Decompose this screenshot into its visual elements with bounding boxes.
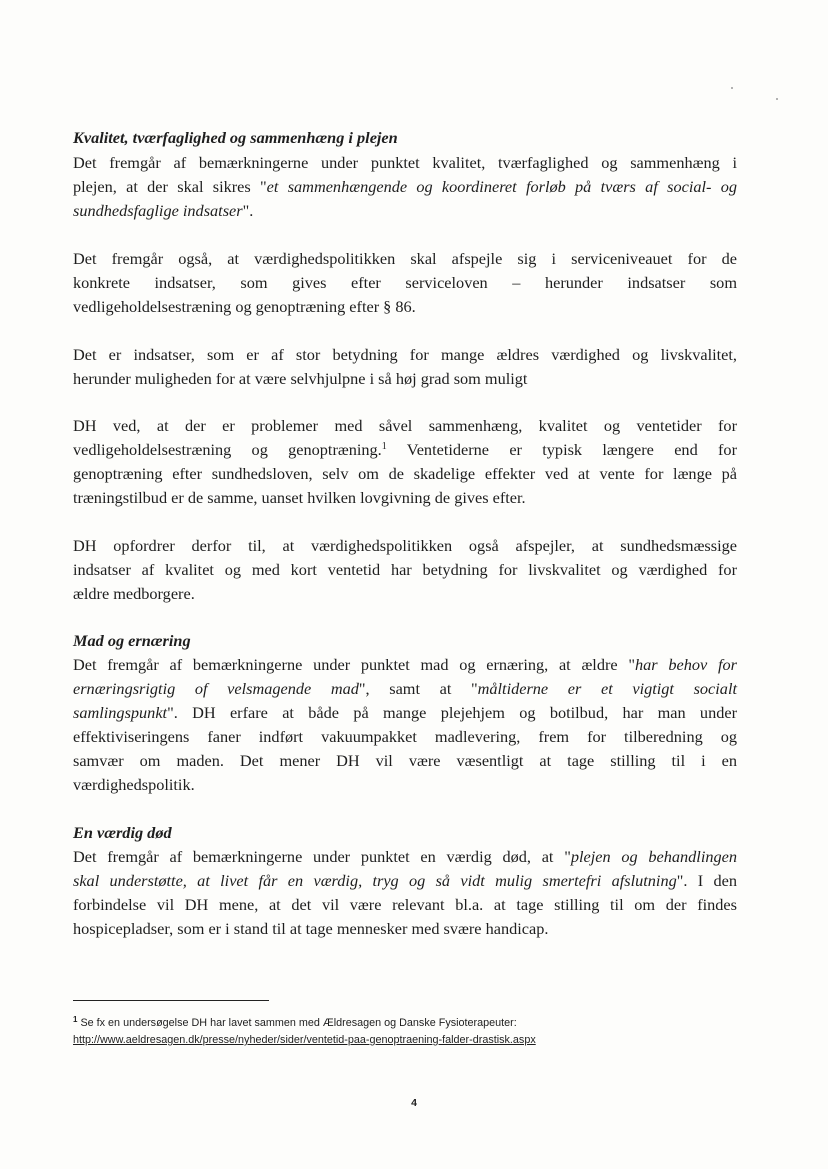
- text-line: indsatser af kvalitet og med kort ventetid har betydning for livskvalitet og værdighed for: [73, 560, 737, 579]
- text-line: effektiviseringens faner indført vakuumpakket madlevering, frem for tilberedning og: [73, 727, 737, 746]
- text-span: Det fremgår af bemærkningerne under punktet en værdig død, at ": [73, 847, 571, 866]
- footnote: [73, 1011, 713, 1049]
- paragraph: [73, 653, 737, 797]
- scan-speck: [731, 87, 733, 89]
- paragraph: [73, 414, 737, 510]
- paragraph: [73, 151, 737, 223]
- quote-text: måltiderne er et vigtigt socialt: [477, 679, 737, 698]
- text-line: [73, 438, 737, 462]
- section-heading-mad: Mad og ernæring: [73, 631, 191, 650]
- text-line: forbindelse vil DH mene, at det vil være relevant bl.a. at tage stilling til om der findes: [73, 895, 737, 914]
- quote-text: et sammenhængende og koordineret forløb på tværs af social- og: [266, 177, 737, 196]
- text-line: Det er indsatser, som er af stor betydning for mange ældres værdighed og livskvalitet,: [73, 345, 737, 364]
- paragraph: [73, 534, 737, 606]
- text-span: vedligeholdelsestræning og genoptræning.: [73, 440, 382, 459]
- text-line: samvær om maden. Det mener DH vil være væsentligt at tage stilling til i en: [73, 751, 737, 770]
- text-line: værdighedspolitik.: [73, 775, 195, 794]
- section-heading-doed: En værdig død: [73, 823, 172, 842]
- footnote-separator: [73, 1000, 269, 1001]
- text-line: DH opfordrer derfor til, at værdighedspolitikken også afspejler, at sundhedsmæssige: [73, 536, 737, 555]
- text-span: ".: [242, 201, 254, 220]
- text-span: Ventetiderne er typisk længere end for: [386, 440, 737, 459]
- text-span: plejen, at der skal sikres ": [73, 177, 267, 196]
- footnote-text-line: [73, 1011, 713, 1032]
- footnote-mark: 1: [73, 1015, 78, 1024]
- footnote-link-line: [73, 1032, 713, 1049]
- text-line: [73, 845, 737, 869]
- quote-text: samlingspunkt: [73, 703, 168, 722]
- text-line: konkrete indsatser, som gives efter serviceloven – herunder indsatser som: [73, 273, 737, 292]
- paragraph: [73, 845, 737, 941]
- text-line: Det fremgår også, at værdighedspolitikken skal afspejle sig i serviceniveauet for de: [73, 249, 737, 268]
- text-span: ". I den: [676, 871, 737, 890]
- text-line: [73, 653, 737, 677]
- quote-text: skal understøtte, at livet får en værdig, tryg og så vidt mulig smertefri afslutning: [73, 871, 677, 890]
- text-line: [73, 175, 737, 199]
- paragraph: [73, 343, 737, 391]
- text-line: vedligeholdelsestræning og genoptræning efter § 86.: [73, 297, 416, 316]
- section-heading-kvalitet: Kvalitet, tværfaglighed og sammenhæng i plejen: [73, 128, 398, 147]
- text-line: [73, 677, 737, 701]
- paragraph: [73, 247, 737, 319]
- footnote-reference[interactable]: 1: [381, 441, 387, 452]
- text-line: [73, 869, 737, 893]
- text-span: ". DH erfare at både på mange plejehjem og botilbud, har man under: [167, 703, 737, 722]
- quote-text: har behov for: [635, 655, 737, 674]
- quote-text: sundhedsfaglige indsatser: [73, 201, 243, 220]
- text-line: DH ved, at der er problemer med såvel sammenhæng, kvalitet og ventetider for: [73, 416, 737, 435]
- page-number: 4: [411, 1097, 417, 1109]
- footnote-link[interactable]: http://www.aeldresagen.dk/presse/nyheder/sider/ventetid-paa-genoptraening-falder-drastisk.aspx: [73, 1034, 536, 1046]
- text-line: [73, 701, 737, 725]
- footnote-text: Se fx en undersøgelse DH har lavet sammen med Ældresagen og Danske Fysioterapeuter:: [77, 1017, 517, 1029]
- text-line: hospicepladser, som er i stand til at tage mennesker med svære handicap.: [73, 919, 549, 938]
- text-span: Det fremgår af bemærkningerne under punktet mad og ernæring, at ældre ": [73, 655, 636, 674]
- scan-speck: [776, 98, 778, 100]
- text-line: herunder muligheden for at være selvhjulpne i så høj grad som muligt: [73, 369, 528, 388]
- text-line: [73, 199, 737, 223]
- quote-text: ernæringsrigtig of velsmagende mad: [73, 679, 359, 698]
- text-line: træningstilbud er de samme, uanset hvilken lovgivning de gives efter.: [73, 488, 526, 507]
- text-span: ", samt at ": [358, 679, 478, 698]
- quote-text: plejen og behandlingen: [570, 847, 738, 866]
- text-line: genoptræning efter sundhedsloven, selv om de skadelige effekter ved at vente for længe på: [73, 464, 737, 483]
- text-line: ældre medborgere.: [73, 584, 195, 603]
- text-line: Det fremgår af bemærkningerne under punktet kvalitet, tværfaglighed og sammenhæng i: [73, 153, 737, 172]
